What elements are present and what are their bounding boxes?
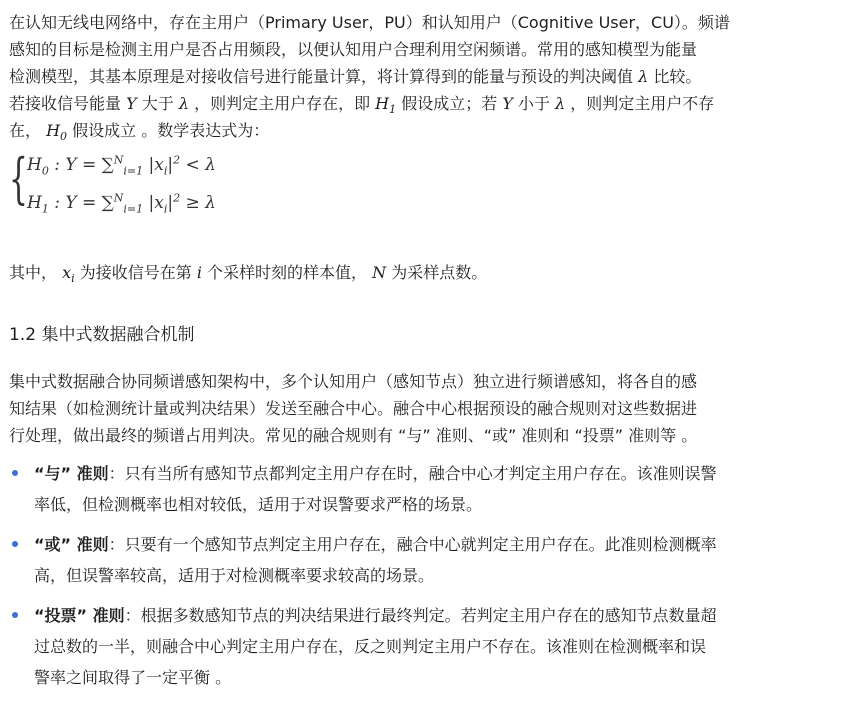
rule-term: “投票” 准则 [34, 606, 125, 625]
text: 为接收信号在第 [74, 263, 197, 282]
intro-line-2: 感知的目标是检测主用户是否占用频段，以便认知用户合理利用空闲频谱。常用的感知模型为能量 [9, 40, 698, 59]
subscript: 1 [41, 202, 49, 216]
text: 比较。 [648, 67, 702, 86]
text: H [46, 121, 61, 140]
rule-term: “与” 准则 [34, 464, 109, 483]
text: ，则判定主用户不存 [565, 94, 715, 113]
formula-h1 [27, 191, 216, 216]
list-item-line: 高，但误警率较高，适用于对检测概率要求较高的场景。 [34, 566, 435, 585]
fusion-line-1: 集中式数据融合协同频谱感知架构中，多个认知用户（感知节点）独立进行频谱感知，将各自的感 [9, 372, 698, 391]
list-item-vote-rule [9, 600, 829, 693]
text: H [27, 155, 42, 175]
text: | [167, 155, 174, 175]
text: |x [143, 193, 164, 213]
list-item-or-rule [9, 529, 829, 591]
formula-cases [27, 151, 216, 215]
fusion-rules-list [9, 458, 829, 702]
list-item-line [34, 529, 829, 560]
text: | [167, 193, 174, 213]
text: ：根据多数感知节点的判决结果进行最终判定。若判定主用户存在的感知节点数量超 [124, 606, 717, 625]
subscript: i=1 [123, 164, 144, 178]
bullet-icon [12, 470, 18, 476]
list-item-line [34, 600, 829, 631]
intro-line-1: 在认知无线电网络中，存在主用户（Primary User，PU）和认知用户（Cognitive User，CU）。频谱 [9, 13, 730, 32]
text: ：只有当所有感知节点都判定主用户存在时，融合中心才判定主用户存在。该准则误警 [108, 464, 717, 483]
text: 其中， [9, 263, 63, 282]
lambda-symbol: λ [638, 67, 649, 86]
y-symbol: Y [502, 94, 513, 113]
superscript: N [113, 191, 124, 205]
subscript: 1 [389, 103, 397, 117]
i-symbol: i [196, 263, 202, 282]
list-item-line: 警率之间取得了一定平衡 。 [34, 668, 232, 687]
text: 大于 [136, 94, 179, 113]
text: x [62, 263, 72, 282]
bullet-icon [12, 541, 18, 547]
hypothesis-formula [9, 147, 216, 216]
fusion-line-2: 知结果（如检测统计量或判决结果）发送至融合中心。融合中心根据预设的融合规则对这些数据进 [9, 399, 698, 418]
intro-line-4 [9, 90, 799, 117]
formula-h0 [27, 153, 216, 178]
h1-symbol [375, 94, 397, 117]
section-heading: 1.2 集中式数据融合机制 [9, 325, 195, 345]
list-item-line [34, 458, 829, 489]
text: : Y = ∑ [48, 193, 114, 213]
h0-symbol [46, 121, 68, 144]
text: 在， [9, 121, 47, 140]
subscript: i=1 [123, 202, 144, 216]
intro-line-3 [9, 63, 799, 90]
text: ：只要有一个感知节点判定主用户存在，融合中心就判定主用户存在。此准则检测概率 [108, 535, 717, 554]
y-symbol: Y [126, 94, 137, 113]
text: ≥ λ [180, 193, 216, 213]
text: H [375, 94, 390, 113]
subscript: i [163, 164, 168, 178]
text: 小于 [512, 94, 556, 113]
rule-term: “或” 准则 [34, 535, 109, 554]
text: |x [143, 155, 164, 175]
subscript: i [163, 202, 168, 216]
text: : Y = ∑ [48, 155, 114, 175]
text: H [27, 193, 42, 213]
x-symbol [62, 263, 75, 286]
text: ，则判定主用户存在，即 [188, 94, 376, 113]
fusion-paragraph [9, 368, 799, 449]
subscript: 0 [41, 164, 49, 178]
list-item-and-rule [9, 458, 829, 520]
left-brace: { [9, 147, 28, 210]
bullet-icon [12, 612, 18, 618]
text: 检测模型，其基本原理是对接收信号进行能量计算，将计算得到的能量与预设的判决阈值 [9, 67, 639, 86]
subscript: i [71, 272, 75, 286]
text: < λ [180, 155, 216, 175]
subscript: 0 [60, 130, 68, 144]
text: 假设成立 。数学表达式为： [67, 121, 270, 140]
list-item-line: 过总数的一半，则融合中心判定主用户存在，反之则判定主用户不存在。该准则在检测概率和误 [34, 637, 707, 656]
n-symbol: N [372, 263, 387, 282]
intro-paragraph [9, 9, 799, 144]
text: 若接收信号能量 [9, 94, 127, 113]
lambda-symbol: λ [178, 94, 189, 113]
superscript: 2 [173, 191, 181, 205]
where-paragraph [9, 259, 799, 286]
fusion-line-3: 行处理，做出最终的频谱占用判决。常见的融合规则有 “与” 准则、“或” 准则和 “投票” 准则等 。 [9, 426, 698, 445]
where-line [9, 259, 799, 286]
text: 个采样时刻的样本值， [201, 263, 373, 282]
lambda-symbol: λ [555, 94, 566, 113]
superscript: 2 [173, 153, 181, 167]
list-item-line: 率低，但检测概率也相对较低，适用于对误警要求严格的场景。 [34, 495, 483, 514]
text: 假设成立；若 [396, 94, 503, 113]
superscript: N [113, 153, 124, 167]
intro-line-5 [9, 117, 799, 144]
text: 为采样点数。 [386, 263, 488, 282]
